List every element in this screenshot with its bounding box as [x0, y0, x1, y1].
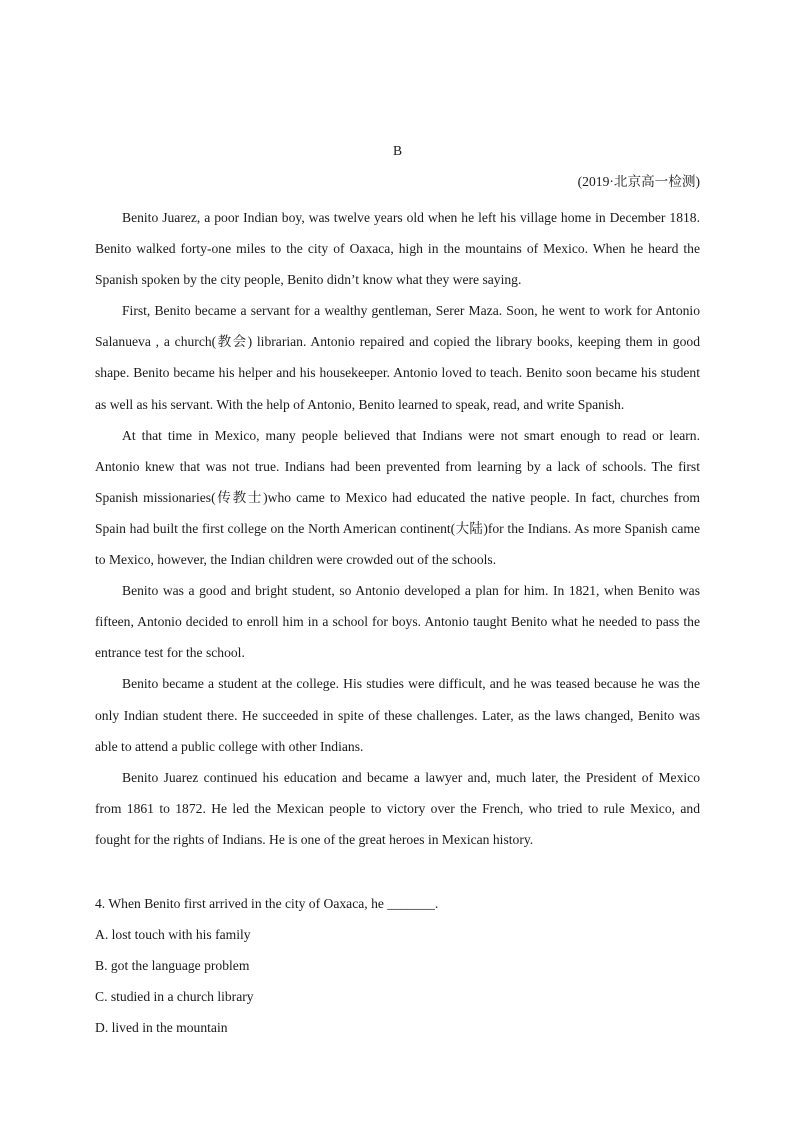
- option-a: A. lost touch with his family: [95, 927, 251, 943]
- passage-paragraph-2: First, Benito became a servant for a wealthy gentleman, Serer Maza. Soon, he went to work for Antonio Salanueva , a church(教会) librarian. Antonio repaired and copied the library books, keeping them in good shape. Benito became his helper and his housekeeper. Antonio loved to teach. Benito soon became his student as well as his servant. With the help of Antonio, Benito learned to speak, read, and write Spanish.: [95, 303, 700, 412]
- question-block: [95, 888, 700, 1043]
- question-stem: 4. When Benito first arrived in the city of Oaxaca, he _______.: [95, 896, 439, 911]
- passage-paragraph-5: Benito became a student at the college. His studies were difficult, and he was teased because he was the only Indian student there. He succeeded in spite of these challenges. Later, as the laws changed, Benito was able to attend a public college with other Indians.: [95, 676, 700, 754]
- section-letter: B: [392, 143, 403, 158]
- reading-passage: [95, 202, 700, 855]
- passage-paragraph-1: Benito Juarez, a poor Indian boy, was twelve years old when he left his village home in December 1818. Benito walked forty-one miles to the city of Oaxaca, high in the mountains of Mexico. When he heard the Spanish spoken by the city people, Benito didn’t know what they were saying.: [95, 210, 700, 288]
- passage-paragraph-6: Benito Juarez continued his education and became a lawyer and, much later, the President of Mexico from 1861 to 1872. He led the Mexican people to victory over the French, who tried to rule Mexico, and fought for the rights of Indians. He is one of the great heroes in Mexican history.: [95, 769, 700, 847]
- source-citation: (2019·北京高一检测): [577, 174, 700, 189]
- passage-paragraph-4: Benito was a good and bright student, so Antonio developed a plan for him. In 1821, when Benito was fifteen, Antonio decided to enroll him in a school for boys. Antonio taught Benito what he needed to pass the entrance test for the school.: [95, 583, 700, 661]
- passage-paragraph-3: At that time in Mexico, many people believed that Indians were not smart enough to read or learn. Antonio knew that was not true. Indians had been prevented from learning by a lack of schools. The first Spanish missionaries(传教士)who came to Mexico had educated the native people. In fact, churches from Spain had built the first college on the North American continent(大陆)for the Indians. As more Spanish came to Mexico, however, the Indian children were crowded out of the schools.: [95, 427, 700, 568]
- option-c: C. studied in a church library: [95, 989, 254, 1005]
- option-b: B. got the language problem: [95, 958, 250, 974]
- option-d: D. lived in the mountain: [95, 1020, 228, 1036]
